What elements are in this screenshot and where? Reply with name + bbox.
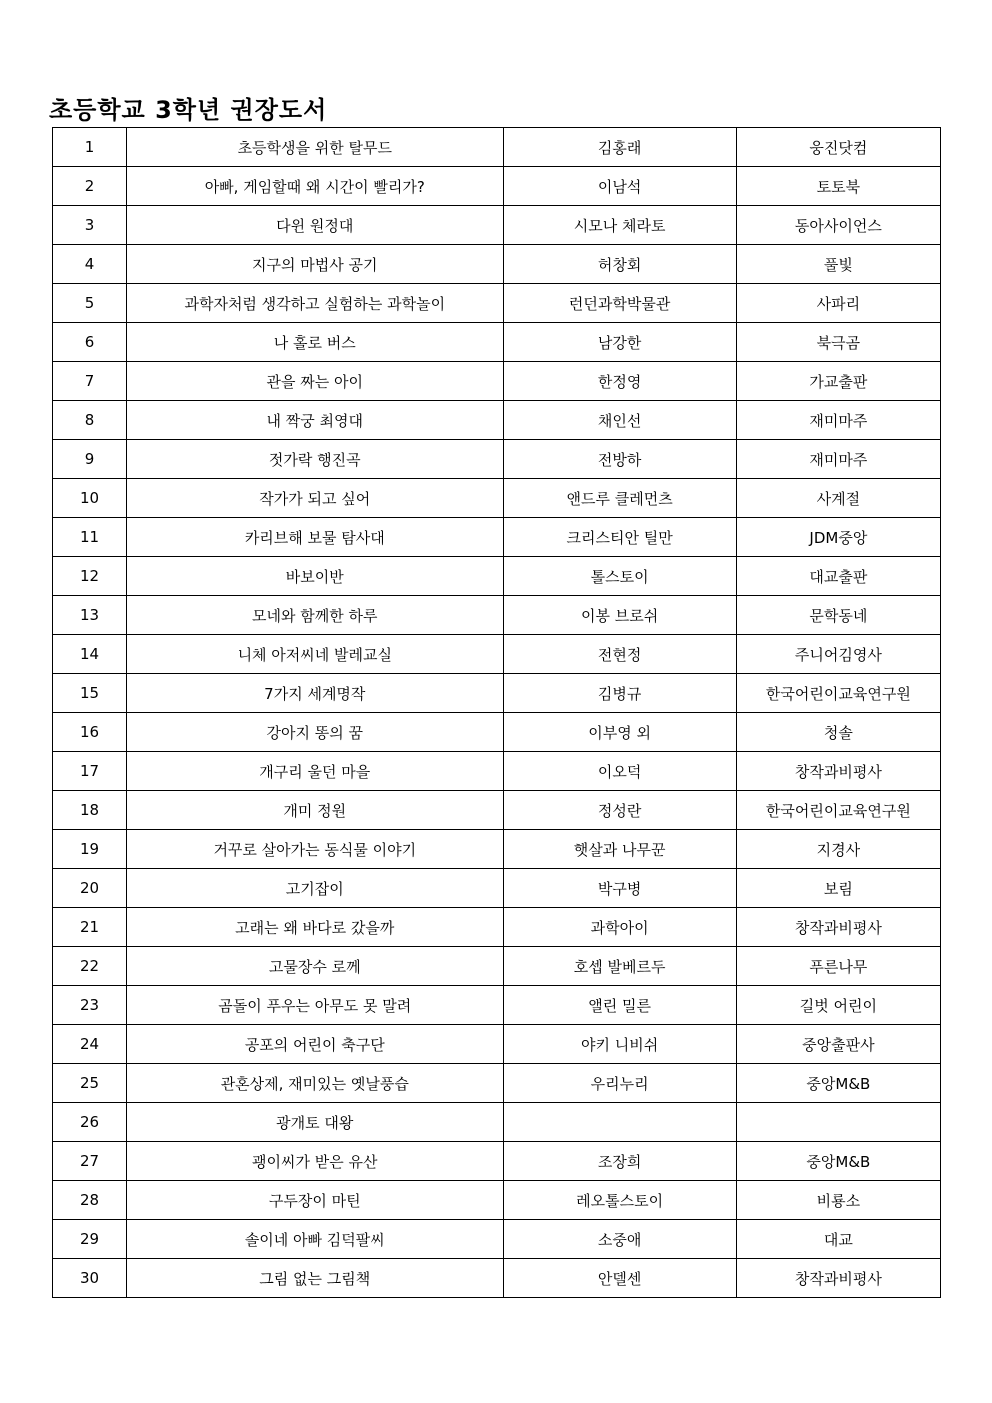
table-row [53, 245, 941, 284]
book-number-cell: 11 [53, 518, 127, 557]
book-author-cell: 호셉 발베르두 [503, 947, 736, 986]
book-number-cell: 3 [53, 206, 127, 245]
book-author-cell: 한정영 [503, 362, 736, 401]
book-author-cell: 과학아이 [503, 908, 736, 947]
book-author-cell: 앤드루 클레먼츠 [503, 479, 736, 518]
book-title-cell: 구두장이 마틴 [127, 1181, 503, 1220]
book-author-cell: 채인선 [503, 401, 736, 440]
book-author-cell: 야키 니비쉬 [503, 1025, 736, 1064]
book-number-cell: 29 [53, 1220, 127, 1259]
book-author-cell: 조장희 [503, 1142, 736, 1181]
book-number-cell: 2 [53, 167, 127, 206]
book-author-cell: 크리스티안 틸만 [503, 518, 736, 557]
table-row [53, 323, 941, 362]
table-row [53, 557, 941, 596]
table-row [53, 206, 941, 245]
book-title-cell: 나 홀로 버스 [127, 323, 503, 362]
book-number-cell: 18 [53, 791, 127, 830]
book-number-cell: 28 [53, 1181, 127, 1220]
book-title-cell: 젓가락 행진곡 [127, 440, 503, 479]
table-row [53, 1025, 941, 1064]
book-author-cell: 앨린 밀른 [503, 986, 736, 1025]
book-title-cell: 카리브해 보물 탐사대 [127, 518, 503, 557]
book-title-cell: 바보이반 [127, 557, 503, 596]
book-title-cell: 곰돌이 푸우는 아무도 못 말려 [127, 986, 503, 1025]
book-publisher-cell: 주니어김영사 [736, 635, 940, 674]
book-author-cell: 허창회 [503, 245, 736, 284]
book-title-cell: 공포의 어린이 축구단 [127, 1025, 503, 1064]
table-row [53, 596, 941, 635]
book-title-cell: 고물장수 로께 [127, 947, 503, 986]
book-title-cell: 광개토 대왕 [127, 1103, 503, 1142]
book-number-cell: 10 [53, 479, 127, 518]
book-publisher-cell: 재미마주 [736, 440, 940, 479]
book-author-cell: 톨스토이 [503, 557, 736, 596]
book-author-cell: 런던과학박물관 [503, 284, 736, 323]
book-title-cell: 다윈 원정대 [127, 206, 503, 245]
book-title-cell: 관혼상제, 재미있는 옛날풍습 [127, 1064, 503, 1103]
table-row [53, 674, 941, 713]
book-publisher-cell: 청솔 [736, 713, 940, 752]
book-publisher-cell: 토토북 [736, 167, 940, 206]
table-row [53, 635, 941, 674]
table-row [53, 1259, 941, 1298]
table-row [53, 128, 941, 167]
book-publisher-cell: 문학동네 [736, 596, 940, 635]
book-author-cell: 이오덕 [503, 752, 736, 791]
book-title-cell: 니체 아저씨네 발레교실 [127, 635, 503, 674]
book-publisher-cell: 북극곰 [736, 323, 940, 362]
page-title: 초등학교 3학년 권장도서 [49, 96, 328, 124]
table-row [53, 440, 941, 479]
book-publisher-cell: 대교 [736, 1220, 940, 1259]
book-number-cell: 12 [53, 557, 127, 596]
book-publisher-cell: 창작과비평사 [736, 908, 940, 947]
book-list-table [52, 127, 941, 1298]
book-author-cell: 시모나 체라토 [503, 206, 736, 245]
book-author-cell: 박구병 [503, 869, 736, 908]
book-author-cell: 정성란 [503, 791, 736, 830]
book-author-cell: 김홍래 [503, 128, 736, 167]
table-row [53, 752, 941, 791]
book-publisher-cell: 푸른나무 [736, 947, 940, 986]
book-publisher-cell: 사파리 [736, 284, 940, 323]
book-number-cell: 19 [53, 830, 127, 869]
book-title-cell: 괭이씨가 받은 유산 [127, 1142, 503, 1181]
book-title-cell: 작가가 되고 싶어 [127, 479, 503, 518]
book-title-cell: 고기잡이 [127, 869, 503, 908]
table-row [53, 791, 941, 830]
book-title-cell: 개미 정원 [127, 791, 503, 830]
book-number-cell: 4 [53, 245, 127, 284]
table-row [53, 284, 941, 323]
table-row [53, 1103, 941, 1142]
book-author-cell [503, 1103, 736, 1142]
book-number-cell: 30 [53, 1259, 127, 1298]
table-row [53, 1064, 941, 1103]
book-publisher-cell: 동아사이언스 [736, 206, 940, 245]
book-author-cell: 전방하 [503, 440, 736, 479]
book-number-cell: 22 [53, 947, 127, 986]
book-list-body [53, 128, 941, 1298]
book-author-cell: 안델센 [503, 1259, 736, 1298]
book-title-cell: 7가지 세계명작 [127, 674, 503, 713]
table-row [53, 167, 941, 206]
book-publisher-cell: 풀빛 [736, 245, 940, 284]
book-title-cell: 그림 없는 그림책 [127, 1259, 503, 1298]
book-title-cell: 고래는 왜 바다로 갔을까 [127, 908, 503, 947]
book-title-cell: 모네와 함께한 하루 [127, 596, 503, 635]
book-number-cell: 15 [53, 674, 127, 713]
table-row [53, 401, 941, 440]
book-publisher-cell: 보림 [736, 869, 940, 908]
book-publisher-cell: 한국어린이교육연구원 [736, 674, 940, 713]
book-title-cell: 강아지 똥의 꿈 [127, 713, 503, 752]
book-number-cell: 6 [53, 323, 127, 362]
book-author-cell: 햇살과 나무꾼 [503, 830, 736, 869]
book-number-cell: 20 [53, 869, 127, 908]
book-author-cell: 전현정 [503, 635, 736, 674]
book-author-cell: 이남석 [503, 167, 736, 206]
book-author-cell: 이봉 브로쉬 [503, 596, 736, 635]
table-row [53, 947, 941, 986]
book-publisher-cell: 창작과비평사 [736, 752, 940, 791]
book-title-cell: 개구리 울던 마을 [127, 752, 503, 791]
table-row [53, 1220, 941, 1259]
book-publisher-cell: 한국어린이교육연구원 [736, 791, 940, 830]
book-title-cell: 솔이네 아빠 김덕팔씨 [127, 1220, 503, 1259]
table-row [53, 869, 941, 908]
book-author-cell: 우리누리 [503, 1064, 736, 1103]
book-title-cell: 관을 짜는 아이 [127, 362, 503, 401]
table-row [53, 713, 941, 752]
book-number-cell: 26 [53, 1103, 127, 1142]
table-row [53, 830, 941, 869]
book-publisher-cell: 중앙출판사 [736, 1025, 940, 1064]
book-author-cell: 소중애 [503, 1220, 736, 1259]
table-row [53, 479, 941, 518]
book-author-cell: 김병규 [503, 674, 736, 713]
book-number-cell: 21 [53, 908, 127, 947]
book-number-cell: 8 [53, 401, 127, 440]
book-publisher-cell: JDM중앙 [736, 518, 940, 557]
table-row [53, 1181, 941, 1220]
book-publisher-cell: 대교출판 [736, 557, 940, 596]
book-publisher-cell: 지경사 [736, 830, 940, 869]
book-title-cell: 과학자처럼 생각하고 실험하는 과학놀이 [127, 284, 503, 323]
book-publisher-cell: 가교출판 [736, 362, 940, 401]
book-publisher-cell: 웅진닷컴 [736, 128, 940, 167]
book-number-cell: 5 [53, 284, 127, 323]
book-number-cell: 1 [53, 128, 127, 167]
book-number-cell: 24 [53, 1025, 127, 1064]
book-publisher-cell: 재미마주 [736, 401, 940, 440]
book-author-cell: 레오톨스토이 [503, 1181, 736, 1220]
book-number-cell: 25 [53, 1064, 127, 1103]
book-publisher-cell: 중앙M&B [736, 1142, 940, 1181]
book-author-cell: 남강한 [503, 323, 736, 362]
book-title-cell: 내 짝궁 최영대 [127, 401, 503, 440]
book-number-cell: 9 [53, 440, 127, 479]
book-publisher-cell [736, 1103, 940, 1142]
table-row [53, 1142, 941, 1181]
book-publisher-cell: 사계절 [736, 479, 940, 518]
book-number-cell: 17 [53, 752, 127, 791]
book-author-cell: 이부영 외 [503, 713, 736, 752]
book-publisher-cell: 비룡소 [736, 1181, 940, 1220]
book-publisher-cell: 창작과비평사 [736, 1259, 940, 1298]
table-row [53, 986, 941, 1025]
book-title-cell: 지구의 마법사 공기 [127, 245, 503, 284]
book-number-cell: 7 [53, 362, 127, 401]
book-number-cell: 27 [53, 1142, 127, 1181]
book-number-cell: 23 [53, 986, 127, 1025]
table-row [53, 908, 941, 947]
book-number-cell: 13 [53, 596, 127, 635]
book-title-cell: 아빠, 게임할때 왜 시간이 빨리가? [127, 167, 503, 206]
table-row [53, 518, 941, 557]
book-number-cell: 14 [53, 635, 127, 674]
book-publisher-cell: 중앙M&B [736, 1064, 940, 1103]
table-row [53, 362, 941, 401]
book-number-cell: 16 [53, 713, 127, 752]
book-publisher-cell: 길벗 어린이 [736, 986, 940, 1025]
book-title-cell: 거꾸로 살아가는 동식물 이야기 [127, 830, 503, 869]
book-title-cell: 초등학생을 위한 탈무드 [127, 128, 503, 167]
